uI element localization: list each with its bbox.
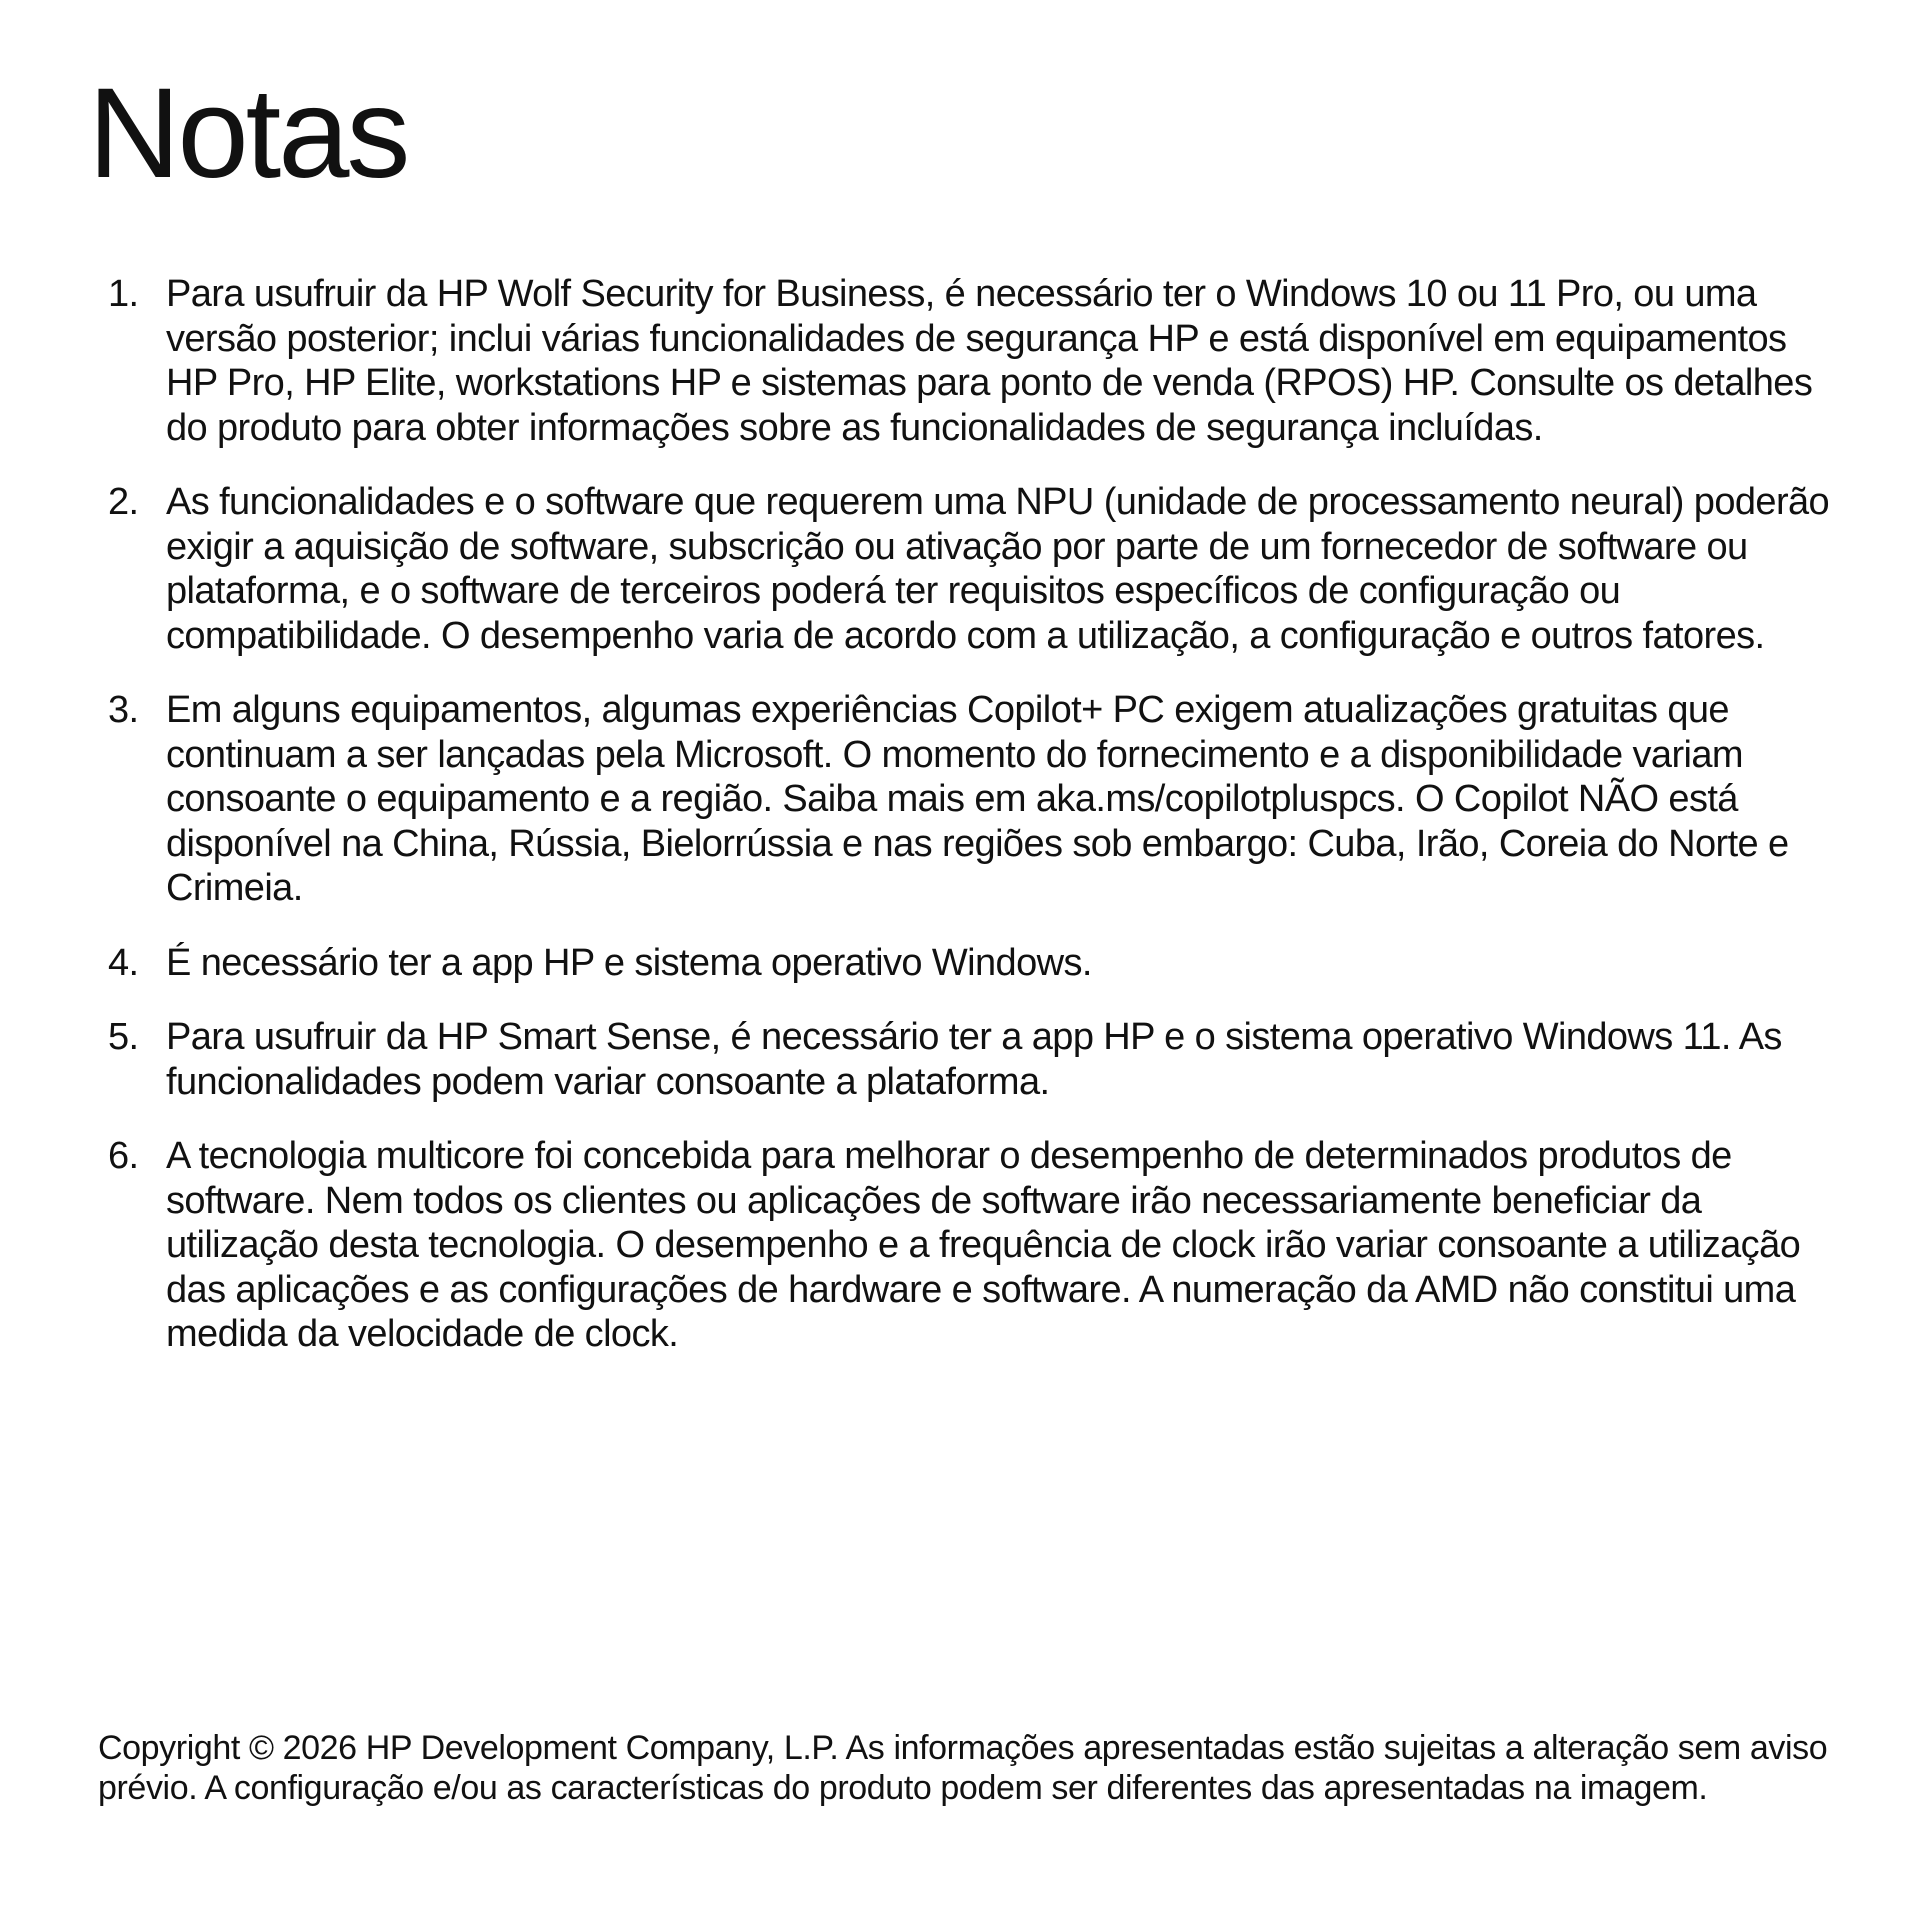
note-item [100,272,1840,450]
note-text: Para usufruir da HP Wolf Security for Business, é necessário ter o Windows 10 ou 11 Pro, ou uma versão posterior; inclui várias funcionalidades de segurança HP e está disponível em equipamentos HP Pro, HP Elite, workstations HP e sistemas para ponto de venda (RPOS) HP. Consulte os detalhes do produto para obter informações sobre as funcionalidades de segurança incluídas. [166,273,1813,449]
note-item [100,1134,1840,1357]
note-text: Em alguns equipamentos, algumas experiências Copilot+ PC exigem atualizações gratuitas que continuam a ser lançadas pela Microsoft. O momento do fornecimento e a disponibilidade variam consoante o equipamento e a região. Saiba mais em aka.ms/copilotpluspcs. O Copilot NÃO está disponível na China, Rússia, Bielorrússia e nas regiões sob embargo: Cuba, Irão, Coreia do Norte e Crimeia. [166,689,1789,909]
note-item [100,1015,1840,1104]
note-text: Para usufruir da HP Smart Sense, é necessário ter a app HP e o sistema operativo Windows 11. As funcionalidades podem variar consoante a plataforma. [166,1016,1782,1103]
copyright-notice: Copyright © 2026 HP Development Company, L.P. As informações apresentadas estão sujeitas a alteração sem aviso prévio. A configuração e/ou as características do produto podem ser diferentes das apresentadas na imagem. [98,1729,1828,1807]
note-text: É necessário ter a app HP e sistema operativo Windows. [166,941,1092,984]
note-item [100,480,1840,658]
note-number: 6. [108,1135,139,1177]
note-number: 5. [108,1016,139,1058]
note-number: 1. [108,273,139,315]
note-number: 4. [108,941,139,984]
note-item [100,941,1840,986]
page-title: Notas [88,62,408,205]
note-text: A tecnologia multicore foi concebida para melhorar o desempenho de determinados produtos de software. Nem todos os clientes ou aplicações de software irão necessariamente beneficiar da utilização desta tecnologia. O desempenho e a frequência de clock irão variar consoante a utilização das aplicações e as configurações de hardware e software. A numeração da AMD não constitui uma medida da velocidade de clock. [166,1135,1801,1355]
note-number: 2. [108,481,139,523]
note-number: 3. [108,689,139,731]
notes-list [100,272,1840,1387]
note-item [100,688,1840,911]
note-text: As funcionalidades e o software que requerem uma NPU (unidade de processamento neural) poderão exigir a aquisição de software, subscrição ou ativação por parte de um fornecedor de software ou plataforma, e o software de terceiros poderá ter requisitos específicos de configuração ou compatibilidade. O desempenho varia de acordo com a utilização, a configuração e outros fatores. [166,481,1830,657]
